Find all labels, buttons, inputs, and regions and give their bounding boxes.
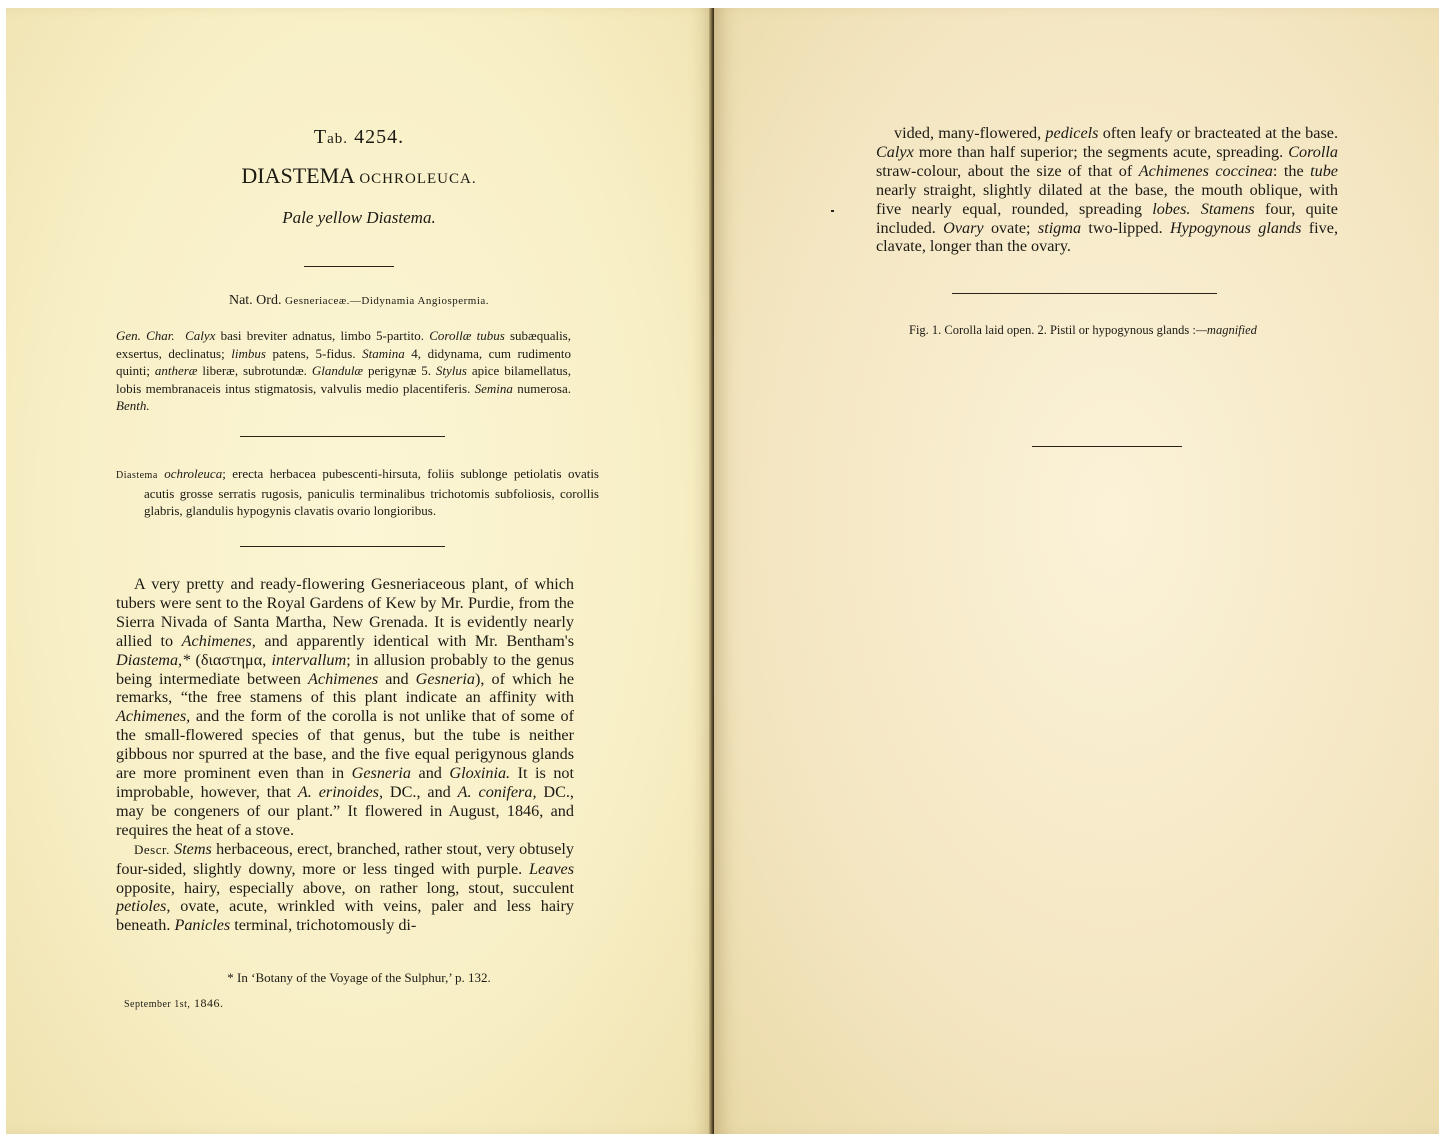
- paragraph-description: Descr. Stems herbaceous, erect, branched, rather stout, very obtusely four-sided, slightly downy, more or less tinged with purple. Leaves opposite, hairy, especially above, on rather long, stout, succulent petioles, ovate, acute, wrinkled with veins, paler and less hairy beneath. Panicles terminal, trichotomously di-: [116, 839, 574, 935]
- description-continued: [876, 124, 1338, 256]
- plate-number: Tab. 4254.: [313, 126, 405, 148]
- specific-diagnosis: Diastema ochroleuca; erecta herbacea pubescenti-hirsuta, foliis sublonge petiolatis ovatis acutis grosse serratis rugosis, paniculis terminalibus trichotomis subfoliosis, corollis glabris, glandulis hypogynis clavatis ovario longioribus.: [116, 466, 599, 518]
- main-description: [116, 575, 574, 935]
- page-title: [6, 163, 712, 189]
- footnote: * In ‘Botany of the Voyage of the Sulphur,’ p. 132.: [227, 970, 491, 985]
- paragraph-history: A very pretty and ready-flowering Gesneriaceous plant, of which tubers were sent to the Royal Gardens of Kew by Mr. Purdie, from the Sierra Nivada of Santa Martha, New Grenada. It is evidently nearly allied to Achimenes, and apparently identical with Mr. Bentham's Diastema,* (διαστημα, intervallum; in allusion probably to the genus being intermediate between Achimenes and Gesneria), of which he remarks, “the free stamens of this plant indicate an affinity with Achimenes, and the form of the corolla is not unlike that of some of the small-flowered species of that genus, but the tube is neither gibbous nor spurred at the base, and the five equal perigynous glands are more prominent even than in Gesneria and Gloxinia. It is not improbable, however, that A. erinoides, DC., and A. conifera, DC., may be congeners of our plant.” It flowered in August, 1846, and requires the heat of a stove.: [116, 575, 575, 839]
- divider: [304, 266, 394, 267]
- divider: [240, 436, 445, 437]
- paragraph-continued: vided, many-flowered, pedicels often leafy or bracteated at the base. Calyx more than half superior; the segments acute, spreading. Corolla straw-colour, about the size of that of Achimenes coccinea: the tube nearly straight, slightly dilated at the base, the mouth oblique, with five nearly equal, rounded, spreading lobes. Stamens four, quite included. Ovary ovate; stigma two-lipped. Hypogynous glands five, clavate, longer than the ovary.: [876, 124, 1339, 256]
- publication-date: September 1st, 1846.: [124, 996, 224, 1010]
- divider: [1032, 446, 1182, 447]
- common-name: Pale yellow Diastema.: [282, 208, 436, 227]
- figure-caption: Fig. 1. Corolla laid open. 2. Pistil or hypogynous glands :—magnified: [909, 323, 1257, 337]
- title-genus: DIASTEMA: [241, 163, 354, 188]
- book-spread: [6, 8, 1439, 1134]
- generic-character: Gen. Char. Calyx basi breviter adnatus, limbo 5-partito. Corollæ tubus subæqualis, exsertus, declinatus; limbus patens, 5-fidus. Stamina 4, didynama, cum rudimento quinti; antheræ liberæ, subrotundæ. Glandulæ perigynæ 5. Stylus apice bilamellatus, lobis membranaceis intus stigmatosis, valvulis medio placentiferis. Semina numerosa. Benth.: [116, 328, 571, 413]
- right-page: [714, 8, 1439, 1134]
- title-species: OCHROLEUCA.: [359, 171, 477, 187]
- ink-speck: [831, 210, 834, 212]
- left-page: [6, 8, 713, 1134]
- natural-order: Nat. Ord. Gesneriaceæ.—Didynamia Angiospermia.: [228, 293, 490, 308]
- divider: [952, 293, 1217, 294]
- divider: [240, 546, 445, 547]
